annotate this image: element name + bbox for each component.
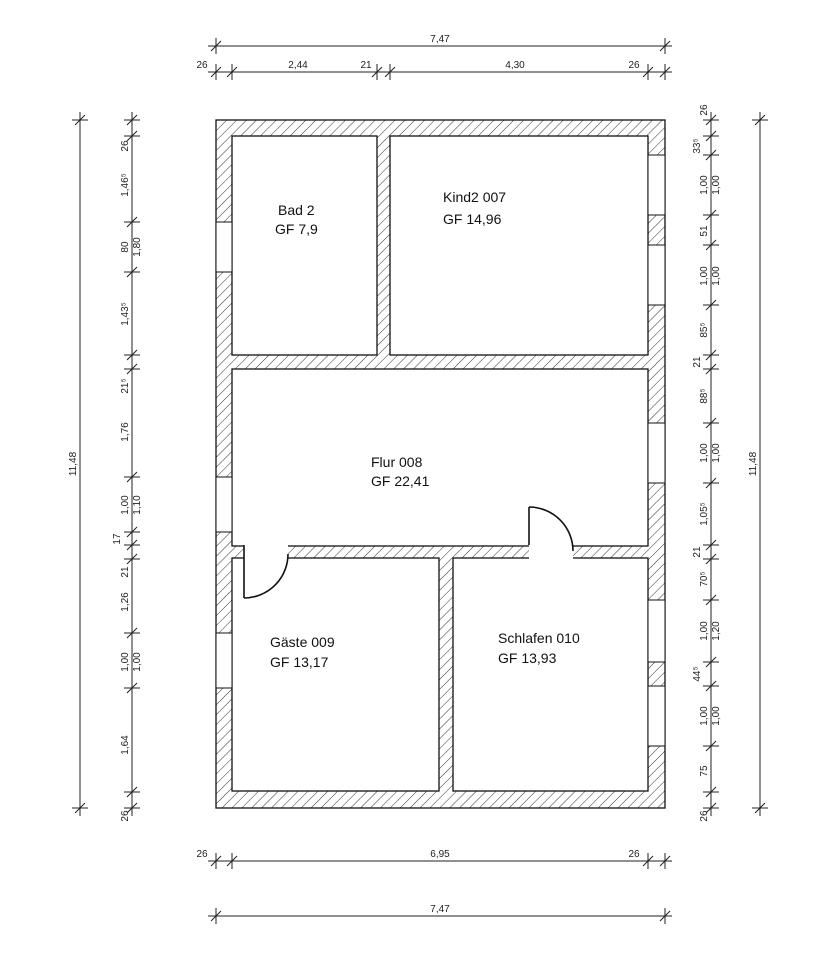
dim-bottom-part-0: 26 [196,849,208,860]
dim-right-2: 1,00 [699,175,710,195]
room-area-bad: GF 7,9 [275,221,318,237]
top-dimension-parts [196,60,672,80]
dim-left-2: 80 [120,241,131,253]
dim-left-inner-2: 1,00 [132,652,143,672]
right-dimension-total [748,112,768,816]
room-flur [232,369,648,546]
left-dimension-labels [112,140,143,822]
dim-left-9: 1,26 [120,592,131,612]
dim-left-4: 21⁵ [120,378,131,394]
room-name-gaeste: Gäste 009 [270,634,335,650]
dim-right-inner-1: 1,00 [711,266,722,286]
dim-left-11: 1,64 [120,735,131,755]
window-right-5 [648,686,665,746]
dim-top-part-1: 2,44 [288,60,308,71]
window-right-2 [648,245,665,305]
dim-right-inner-2: 1,00 [711,443,722,463]
left-dimension-chain [124,112,140,816]
dim-bottom-part-2: 26 [628,849,640,860]
dim-right-inner-3: 1,20 [711,621,722,641]
bottom-dimension-total [208,904,672,924]
room-area-kind: GF 14,96 [443,211,502,227]
dim-top-part-4: 26 [628,60,640,71]
dim-top-part-0: 26 [196,60,208,71]
window-left-bad [216,222,232,272]
top-dimension-total [208,34,672,54]
dim-left-7: 17 [112,533,123,545]
window-left-gaeste [216,633,232,688]
room-kind [390,136,648,355]
room-name-flur: Flur 008 [371,454,423,470]
window-right-1 [648,155,665,215]
door-opening-schlafen [529,545,573,559]
room-name-bad: Bad 2 [278,202,315,218]
window-left-flur [216,477,232,532]
dim-right-0: 26 [699,104,710,116]
dim-right-inner-4: 1,00 [711,706,722,726]
dim-right-11: 70⁵ [699,571,710,587]
dim-left-total: 11,48 [68,451,79,477]
dim-left-0: 26 [120,140,131,152]
dim-right-4: 1,00 [699,266,710,286]
dim-right-13: 44⁵ [692,666,703,682]
dim-left-1: 1,46⁵ [120,173,131,197]
dim-right-5: 85⁵ [699,322,710,338]
dim-right-inner-0: 1,00 [711,175,722,195]
dim-right-12: 1,00 [699,621,710,641]
dim-bottom-part-1: 6,95 [430,849,450,860]
dim-bottom-total: 7,47 [430,904,450,915]
dim-top-part-2: 21 [360,60,372,71]
door-opening-gaeste [244,545,288,559]
dim-top-part-3: 4,30 [505,60,525,71]
dim-left-3: 1,43⁵ [120,302,131,326]
dim-left-5: 1,76 [120,422,131,442]
room-name-schlafen: Schlafen 010 [498,630,580,646]
dim-right-8: 1,00 [699,443,710,463]
room-area-gaeste: GF 13,17 [270,654,329,670]
right-dimension-labels [692,104,722,822]
dim-right-9: 1,05⁵ [699,502,710,526]
dim-right-3: 51 [699,225,710,237]
dim-right-1: 33⁵ [692,138,703,154]
dim-top-total: 7,47 [430,34,450,45]
left-dimension-total [68,112,88,816]
dim-right-7: 88⁵ [699,388,710,404]
dim-left-inner-1: 1,10 [132,495,143,515]
window-right-4 [648,600,665,662]
room-area-flur: GF 22,41 [371,473,430,489]
room-name-kind: Kind2 007 [443,189,507,205]
room-area-schlafen: GF 13,93 [498,650,557,666]
dim-right-16: 26 [699,810,710,822]
room-schlafen [453,558,648,791]
dim-right-14: 1,00 [699,706,710,726]
window-right-3 [648,423,665,483]
dim-right-6: 21 [692,356,703,368]
dim-right-10: 21 [692,546,703,558]
dim-left-inner-0: 1,80 [132,237,143,257]
dim-right-15: 75 [699,765,710,777]
dim-right-total: 11,48 [748,451,759,477]
dim-left-6: 1,00 [120,495,131,515]
dim-left-10: 1,00 [120,652,131,672]
bottom-dimension-parts [196,849,672,869]
room-bad [232,136,377,355]
dim-left-12: 26 [120,810,131,822]
dim-left-8: 21 [120,566,131,578]
